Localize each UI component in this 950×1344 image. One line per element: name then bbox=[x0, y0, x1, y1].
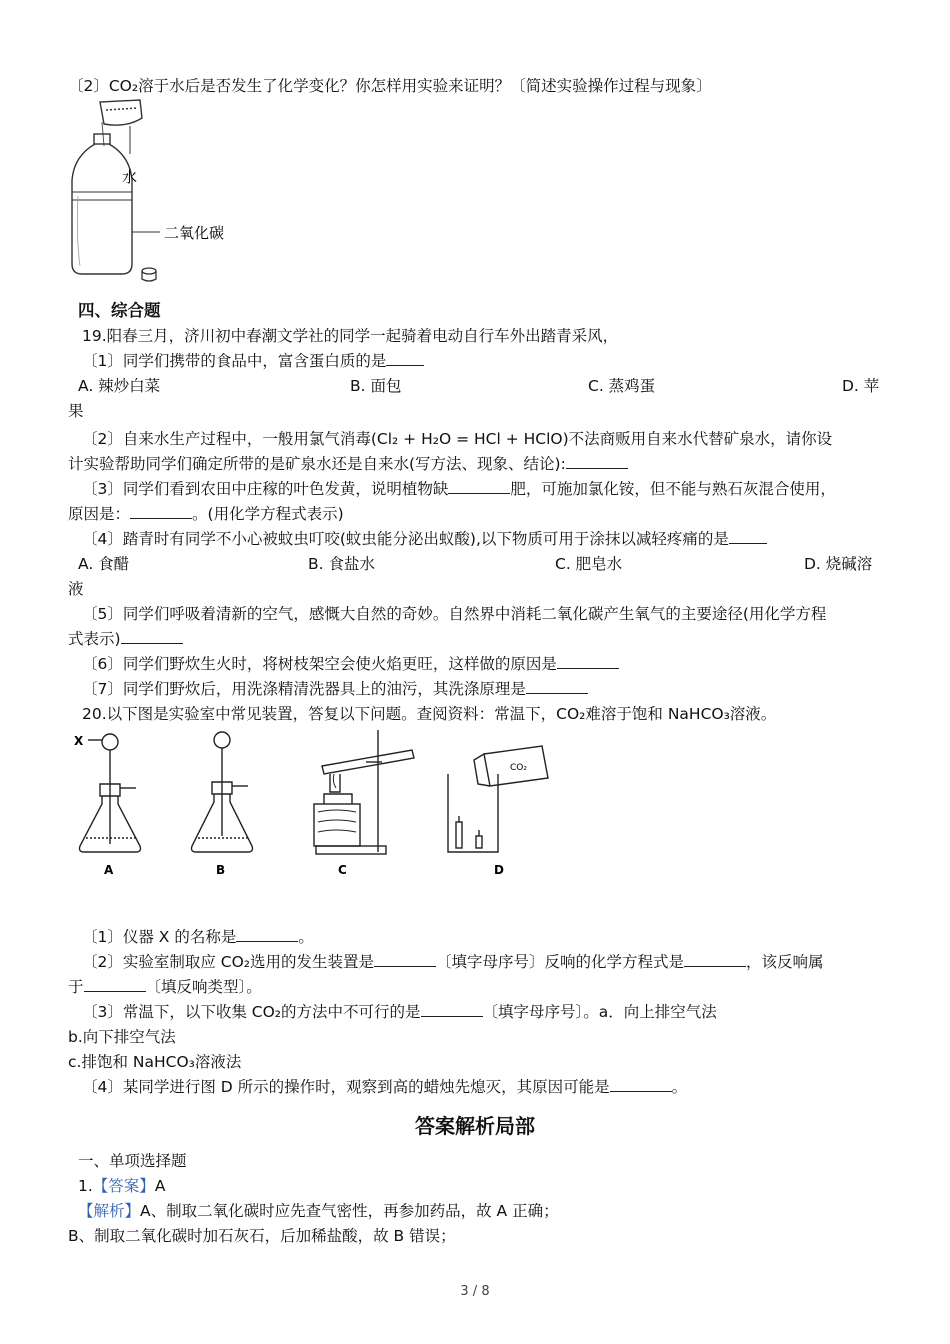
fig-label-c: C bbox=[338, 863, 347, 877]
label-co2: 二氧化碳 bbox=[164, 224, 225, 242]
q20-part3-a: 〔3〕常温下，以下收集 CO₂的方法中不可行的是 〔填字母序号〕。a．向上排空气法 bbox=[82, 1003, 717, 1021]
q20-part2-b: 于 〔填反响类型〕。 bbox=[68, 978, 262, 996]
apparatus-a-flask-icon bbox=[80, 734, 141, 852]
apparatus-b-flask-icon bbox=[192, 732, 253, 852]
q19-p4-wrap: 液 bbox=[68, 580, 84, 598]
q19-part7: 〔7〕同学们野炊后，用洗涤精清洗器具上的油污，其洗涤原理是 bbox=[82, 678, 588, 700]
q19-p1-option-a: A. 辣炒白菜 bbox=[78, 377, 161, 395]
q19-stem: 19.阳春三月，济川初中春潮文学社的同学一起骑着电动自行车外出踏青采风， bbox=[82, 327, 619, 345]
q20-part1: 〔1〕仪器 X 的名称是 。 bbox=[82, 928, 314, 946]
answer-section-title: 答案解析局部 bbox=[415, 1114, 535, 1138]
q19-p1-wrap: 果 bbox=[68, 402, 84, 420]
q20-part3-b: b.向下排空气法 bbox=[68, 1028, 176, 1046]
q19-part3-b: 原因是： 。(用化学方程式表示) bbox=[68, 505, 344, 523]
q19-p4-option-b: B. 食盐水 bbox=[308, 555, 375, 573]
fig-label-b: B bbox=[216, 863, 226, 877]
answer-1: 1.【答案】A bbox=[78, 1177, 166, 1195]
q20-part2-a: 〔2〕实验室制取应 CO₂选用的发生装置是 〔填字母序号〕反响的化学方程式是 ，该反响属 bbox=[82, 953, 824, 971]
label-water: 水 bbox=[122, 168, 138, 186]
apparatus-d-candles-icon bbox=[448, 746, 548, 852]
q19-part4: 〔4〕踏青时有同学不小心被蚊虫叮咬(蚊虫能分泌出蚁酸),以下物质可用于涂抹以减轻疼痛的是 bbox=[82, 528, 767, 550]
q19-part2-a: 〔2〕自来水生产过程中，一般用氯气消毒(Cl₂ + H₂O = HCl + HClO)不法商贩用自来水代替矿泉水，请你设 bbox=[82, 430, 833, 448]
q20-part3-c: c.排饱和 NaHCO₃溶液法 bbox=[68, 1053, 242, 1071]
q19-part1: 〔1〕同学们携带的食品中，富含蛋白质的是 bbox=[82, 350, 424, 372]
q19-part6: 〔6〕同学们野炊生火时，将树枝架空会使火焰更旺，这样做的原因是 bbox=[82, 653, 619, 675]
q19-p1-option-b: B. 面包 bbox=[350, 377, 402, 395]
answer-section-label: 一、单项选择题 bbox=[78, 1152, 187, 1170]
q20-part4: 〔4〕某同学进行图 D 所示的操作时，观察到高的蜡烛先熄灭，其原因可能是 。 bbox=[82, 1078, 688, 1096]
fig-label-d: D bbox=[494, 863, 504, 877]
bottle-cap-icon bbox=[142, 268, 156, 281]
q20-stem: 20.以下图是实验室中常见装置，答复以下问题。查阅资料：常温下，CO₂难溶于饱和 NaHCO₃溶液。 bbox=[82, 705, 777, 723]
fig-label-a: A bbox=[104, 863, 114, 877]
apparatus-c-heating-icon bbox=[314, 730, 414, 854]
apparatus-figure bbox=[66, 726, 566, 882]
q19-p1-option-d: D. 苹 bbox=[842, 377, 880, 395]
beaker-icon bbox=[100, 100, 142, 125]
q19-part5-a: 〔5〕同学们呼吸着清新的空气，感慨大自然的奇妙。自然界中消耗二氧化碳产生氧气的主要途径(用化学方程 bbox=[82, 605, 827, 623]
q19-p1-option-c: C. 蒸鸡蛋 bbox=[588, 377, 656, 395]
plastic-bottle-icon bbox=[72, 134, 132, 274]
label-d-co2: CO₂ bbox=[510, 763, 527, 773]
q19-p4-option-d: D. 烧碱溶 bbox=[804, 555, 873, 573]
analysis-line-a: 【解析】A、制取二氧化碳时应先查气密性，再参加药品，故 A 正确； bbox=[78, 1202, 559, 1220]
q19-part2-b: 计实验帮助同学们确定所带的是矿泉水还是自来水(写方法、现象、结论): bbox=[68, 453, 628, 475]
q19-p4-option-c: C. 肥皂水 bbox=[555, 555, 623, 573]
page-number: 3 / 8 bbox=[460, 1284, 490, 1299]
q19-part5-b: 式表示) bbox=[68, 628, 183, 650]
co2-bottle-figure bbox=[60, 96, 230, 292]
analysis-line-b: B、制取二氧化碳时加石灰石，后加稀盐酸，故 B 错误； bbox=[68, 1227, 456, 1245]
section-title: 四、综合题 bbox=[78, 301, 161, 320]
q18-part2: 〔2〕CO₂溶于水后是否发生了化学变化？你怎样用实验来证明？〔简述实验操作过程与现象〕 bbox=[68, 77, 712, 95]
q19-p4-option-a: A. 食醋 bbox=[78, 555, 130, 573]
label-x: X bbox=[74, 734, 84, 748]
q19-part3-a: 〔3〕同学们看到农田中庄稼的叶色发黄，说明植物缺 肥，可施加氯化铵，但不能与熟石灰混合使用， bbox=[82, 480, 836, 498]
